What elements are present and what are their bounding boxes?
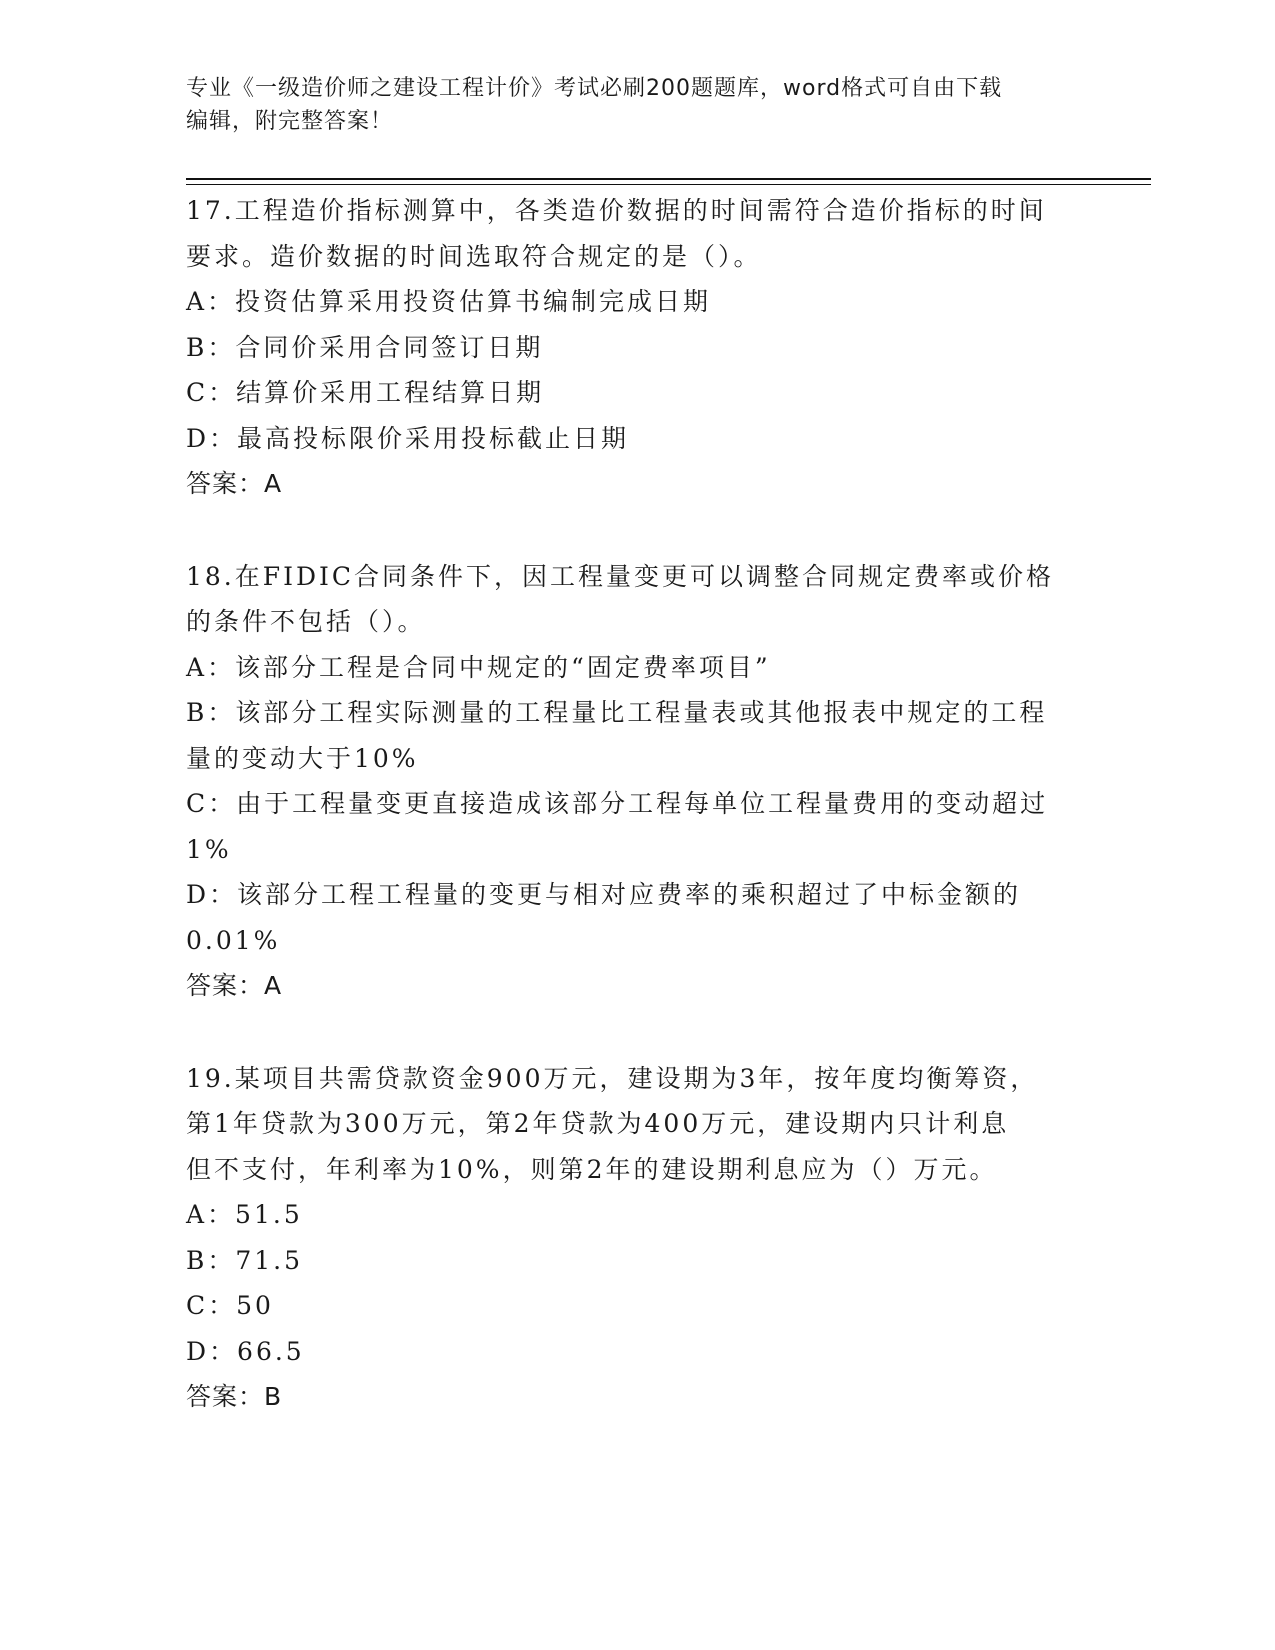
option-a: A：投资估算采用投资估算书编制完成日期 <box>186 287 712 316</box>
question-17 <box>186 188 1086 507</box>
option-d: D：66.5 <box>186 1336 305 1366</box>
question-19 <box>186 1056 1086 1420</box>
option-b: B：该部分工程实际测量的工程量比工程量表或其他报表中规定的工程 <box>186 698 1048 727</box>
option-a: A：51.5 <box>186 1200 303 1229</box>
header-line-2: 编辑，附完整答案！ <box>186 109 394 134</box>
header-line-1: 专业《一级造价师之建设工程计价》考试必刷200题题库，word格式可自由下载 <box>186 76 1003 101</box>
option-c-continued: 1% <box>186 834 232 864</box>
option-c: C：50 <box>186 1291 274 1320</box>
option-a: A：该部分工程是合同中规定的“固定费率项目” <box>186 652 771 682</box>
question-stem-line: 17.工程造价指标测算中，各类造价数据的时间需符合造价指标的时间 <box>186 196 1047 225</box>
option-b: B：合同价采用合同签订日期 <box>186 332 544 362</box>
option-b: B：71.5 <box>186 1245 304 1275</box>
document-header <box>186 72 1086 138</box>
question-list <box>186 188 1086 1467</box>
header-divider-thick <box>186 178 1151 180</box>
header-divider-thin <box>186 184 1151 185</box>
option-c: C：由于工程量变更直接造成该部分工程每单位工程量费用的变动超过 <box>186 789 1049 818</box>
question-18 <box>186 554 1086 1009</box>
option-d: D：该部分工程工程量的变更与相对应费率的乘积超过了中标金额的 <box>186 880 1022 909</box>
question-stem-line: 的条件不包括（）。 <box>186 607 426 636</box>
question-stem-line: 但不支付，年利率为10%，则第2年的建设期利息应为（）万元。 <box>186 1154 998 1184</box>
question-stem-line: 19.某项目共需贷款资金900万元，建设期为3年，按年度均衡筹资， <box>186 1063 1039 1093</box>
option-c: C：结算价采用工程结算日期 <box>186 378 545 407</box>
question-stem-line: 第1年贷款为300万元，第2年贷款为400万元，建设期内只计利息 <box>186 1109 1010 1138</box>
question-stem-line: 要求。造价数据的时间选取符合规定的是（）。 <box>186 241 762 271</box>
option-b-continued: 量的变动大于10% <box>186 743 419 773</box>
answer-label: 答案：B <box>186 1382 283 1411</box>
answer-label: 答案：A <box>186 971 283 1000</box>
answer-label: 答案：A <box>186 469 283 498</box>
option-d: D：最高投标限价采用投标截止日期 <box>186 423 630 453</box>
option-d-continued: 0.01% <box>186 925 281 955</box>
question-stem-line: 18.在FIDIC合同条件下，因工程量变更可以调整合同规定费率或价格 <box>186 561 1055 591</box>
